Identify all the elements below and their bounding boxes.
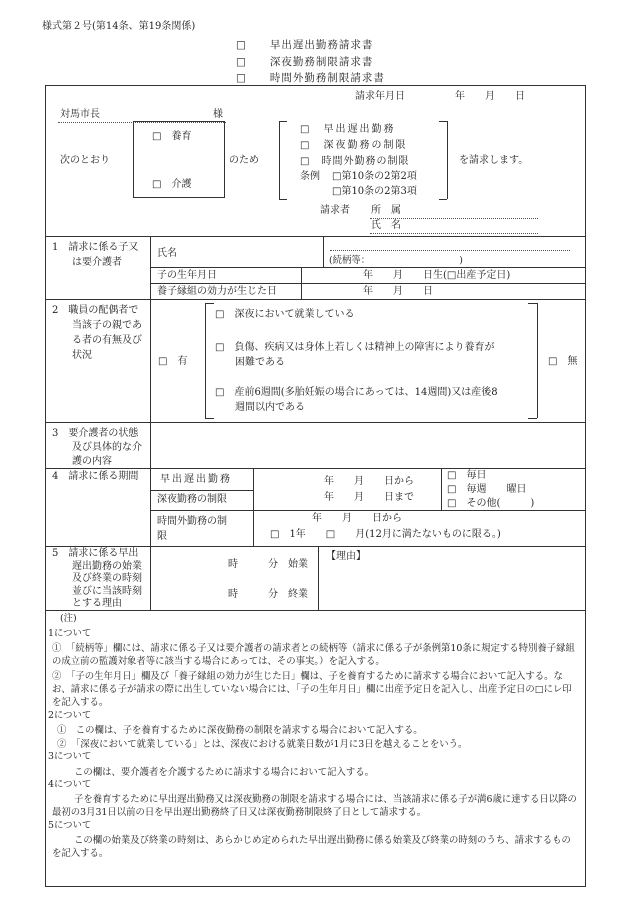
sec4-title: 4 請求に係る期間 bbox=[52, 471, 139, 482]
note-1-heading: 1について bbox=[48, 628, 92, 639]
jikangai-options[interactable]: □ 1年 □ 月(12月に満たないものに限る。) bbox=[270, 529, 501, 540]
name-label: 氏名 bbox=[157, 248, 177, 259]
title-shinya: □ 深夜勤務制限請求書 bbox=[236, 56, 374, 68]
freq-other[interactable]: □ その他( ) bbox=[447, 498, 535, 509]
reason-label: 【理由】 bbox=[326, 551, 366, 562]
note-1a: ① 「続柄等」欄には、請求に係る子又は要介護者の請求者との続柄等（請求に係る子が条例第10条に規定する特別養子縁組の成立前の監護対象者等に該当する場合にあっては、その事実。）を記入する。 bbox=[52, 643, 575, 667]
sama: 様 bbox=[213, 109, 223, 120]
end-time[interactable]: 時 分 終業 bbox=[228, 589, 308, 600]
adopt-value[interactable]: 年 月 日 bbox=[363, 286, 433, 297]
req-bracket-left bbox=[279, 121, 280, 199]
spouse-night-work[interactable]: □ 深夜において就業している bbox=[215, 309, 355, 320]
freq-weekly[interactable]: □ 毎週 曜日 bbox=[447, 484, 527, 495]
shinya-label: 深夜勤務の制限 bbox=[157, 494, 227, 505]
note-5-heading: 5について bbox=[48, 820, 92, 831]
relation-field[interactable]: (続柄等： ) bbox=[329, 255, 463, 266]
sec2-title: 2 職員の配偶者で 当該子の親であ る者の有無及び 状況 bbox=[52, 305, 142, 361]
note-5: この欄の始業及び終業の時刻は、あらかじめ定められた早出遅出勤務に係る始業及び終業の時刻のうち、請求するものを記入する。 bbox=[52, 835, 571, 859]
start-time[interactable]: 時 分 始業 bbox=[228, 559, 308, 570]
note-4: 子を養育するために早出遅出勤務又は深夜勤務の制限を請求する場合には、当該請求に係る子が満6歳に達する日以降の最初の3月31日以前の日を早出遅出勤務終了日又は深夜勤務制限終了日として請求する。 bbox=[52, 794, 577, 818]
note-2-heading: 2について bbox=[48, 710, 92, 721]
sec3-title: 3 要介護者の状態 及び具体的な介 護の内容 bbox=[52, 428, 142, 467]
option-kaigo[interactable]: □ 介護 bbox=[152, 179, 192, 190]
adopt-label: 養子縁組の効力が生じた日 bbox=[157, 286, 277, 297]
option-jorei-3[interactable]: □第10条の2第3項 bbox=[332, 186, 417, 197]
form-number: 様式第２号(第14条、第19条関係) bbox=[42, 21, 196, 32]
period-until[interactable]: 年 月 日まで bbox=[324, 492, 414, 503]
tsugi-label: 次のとおり bbox=[60, 155, 110, 166]
note-2b: ② 「深夜において就業している」とは、深夜における就業日数が1月に3日を越えることをいう。 bbox=[57, 739, 468, 750]
note-1b: ② 「子の生年月日」欄及び「養子縁組の効力が生じた日」欄は、子を養育するために請求する場合において記入する。なお、請求に係る子が請求の際に出生していない場合には、「子の生年月日」欄に出産予定日を記入し、出産予定日の□にレ印を記入する。 bbox=[52, 671, 572, 708]
jorei-label: 条例 bbox=[300, 171, 320, 182]
freq-daily[interactable]: □ 毎日 bbox=[447, 470, 487, 481]
option-jikangai[interactable]: □ 時間外勤務の制限 bbox=[300, 156, 410, 167]
title-jikangai: □ 時間外勤務制限請求書 bbox=[236, 72, 385, 84]
sec5-title: 5 請求に係る早出 遅出勤務の始業 及び終業の時刻 並びに当該時刻 とする理由 bbox=[52, 548, 142, 609]
tame-label: のため bbox=[229, 155, 259, 166]
birth-value[interactable]: 年 月 日生(□出産予定日) bbox=[363, 270, 511, 281]
note-4-heading: 4について bbox=[48, 779, 92, 790]
shozoku-label: 所 属 bbox=[371, 205, 401, 216]
birth-label: 子の生年月日 bbox=[157, 270, 217, 281]
hayade-label: 早出遅出勤務 bbox=[160, 474, 232, 485]
option-shinya[interactable]: □ 深夜勤務の制限 bbox=[300, 140, 408, 151]
spouse-illness[interactable]: □ 負傷、疾病又は身体上若しくは精神上の障害により養育が 困難である bbox=[215, 342, 495, 368]
option-nashi[interactable]: □ 無 bbox=[548, 356, 578, 367]
option-ikuji[interactable]: □ 養育 bbox=[152, 131, 192, 142]
title-hayade: □ 早出遅出勤務請求書 bbox=[236, 39, 374, 51]
spouse-pregnancy[interactable]: □ 産前6週間(多胎妊娠の場合にあっては、14週間)又は産後8 週間以内である bbox=[215, 387, 498, 413]
jikangai-label: 時間外勤務の制 限 bbox=[157, 516, 227, 542]
period-from[interactable]: 年 月 日から bbox=[324, 476, 414, 487]
seikyu-text: を請求します。 bbox=[459, 155, 529, 166]
req-bracket-right bbox=[447, 121, 448, 199]
note-2a: ① この欄は、子を養育するために深夜勤務の制限を請求する場合において記入する。 bbox=[57, 725, 423, 736]
option-ari[interactable]: □ 有 bbox=[158, 356, 188, 367]
note-3-heading: 3について bbox=[48, 751, 92, 762]
sec1-title: 1 請求に係る子又 は要介護者 bbox=[52, 242, 139, 268]
notes-heading: (注) bbox=[60, 613, 77, 624]
note-3: この欄は、要介護者を介護するために請求する場合において記入する。 bbox=[74, 767, 375, 778]
requester-label: 請求者 bbox=[320, 205, 350, 216]
option-jorei-2[interactable]: □第10条の2第2項 bbox=[332, 171, 417, 182]
option-hayade[interactable]: □ 早出遅出勤務 bbox=[300, 124, 396, 135]
jikangai-from[interactable]: 年 月 日から bbox=[312, 513, 402, 524]
shimei-label: 氏 名 bbox=[371, 220, 401, 231]
addressee: 対馬市長 bbox=[60, 109, 100, 120]
date-line: 請求年月日 年 月 日 bbox=[355, 91, 525, 102]
